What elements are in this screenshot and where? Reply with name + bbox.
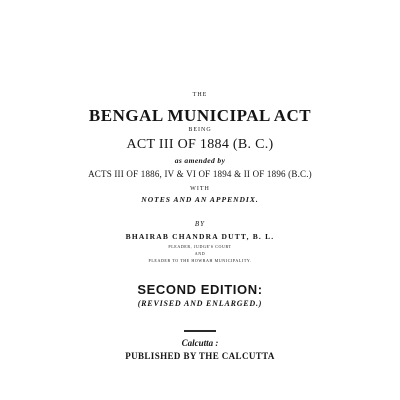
- edition-heading: SECOND EDITION:: [137, 282, 263, 297]
- notes-appendix: NOTES AND AN APPENDIX.: [141, 195, 259, 204]
- book-title: BENGAL MUNICIPAL ACT: [88, 106, 312, 125]
- publisher-line: PUBLISHED BY THE CALCUTTA: [125, 351, 275, 361]
- act-number: ACT III OF 1884 (B. C.): [126, 137, 274, 152]
- being-text: BEING: [188, 127, 212, 133]
- author-credential-2: PLEADER TO THE HOWRAH MUNICIPALITY.: [148, 258, 252, 263]
- amending-acts: ACTS III OF 1886, IV & VI OF 1894 & II OF 1896 (B.C.): [88, 169, 312, 179]
- with-text: WITH: [190, 186, 210, 192]
- author-credential: PLEADER, JUDGE'S COURT: [168, 244, 232, 249]
- author-name: BHAIRAB CHANDRA DUTT, B. L.: [125, 232, 275, 241]
- revised-note: (REVISED AND ENLARGED.): [137, 299, 263, 308]
- publication-city: Calcutta :: [181, 338, 219, 348]
- divider-rule: [184, 330, 216, 332]
- by-text: BY: [194, 220, 206, 228]
- amended-by-text: as amended by: [174, 156, 226, 165]
- and-text: AND: [194, 251, 206, 256]
- the-text: THE: [192, 92, 208, 98]
